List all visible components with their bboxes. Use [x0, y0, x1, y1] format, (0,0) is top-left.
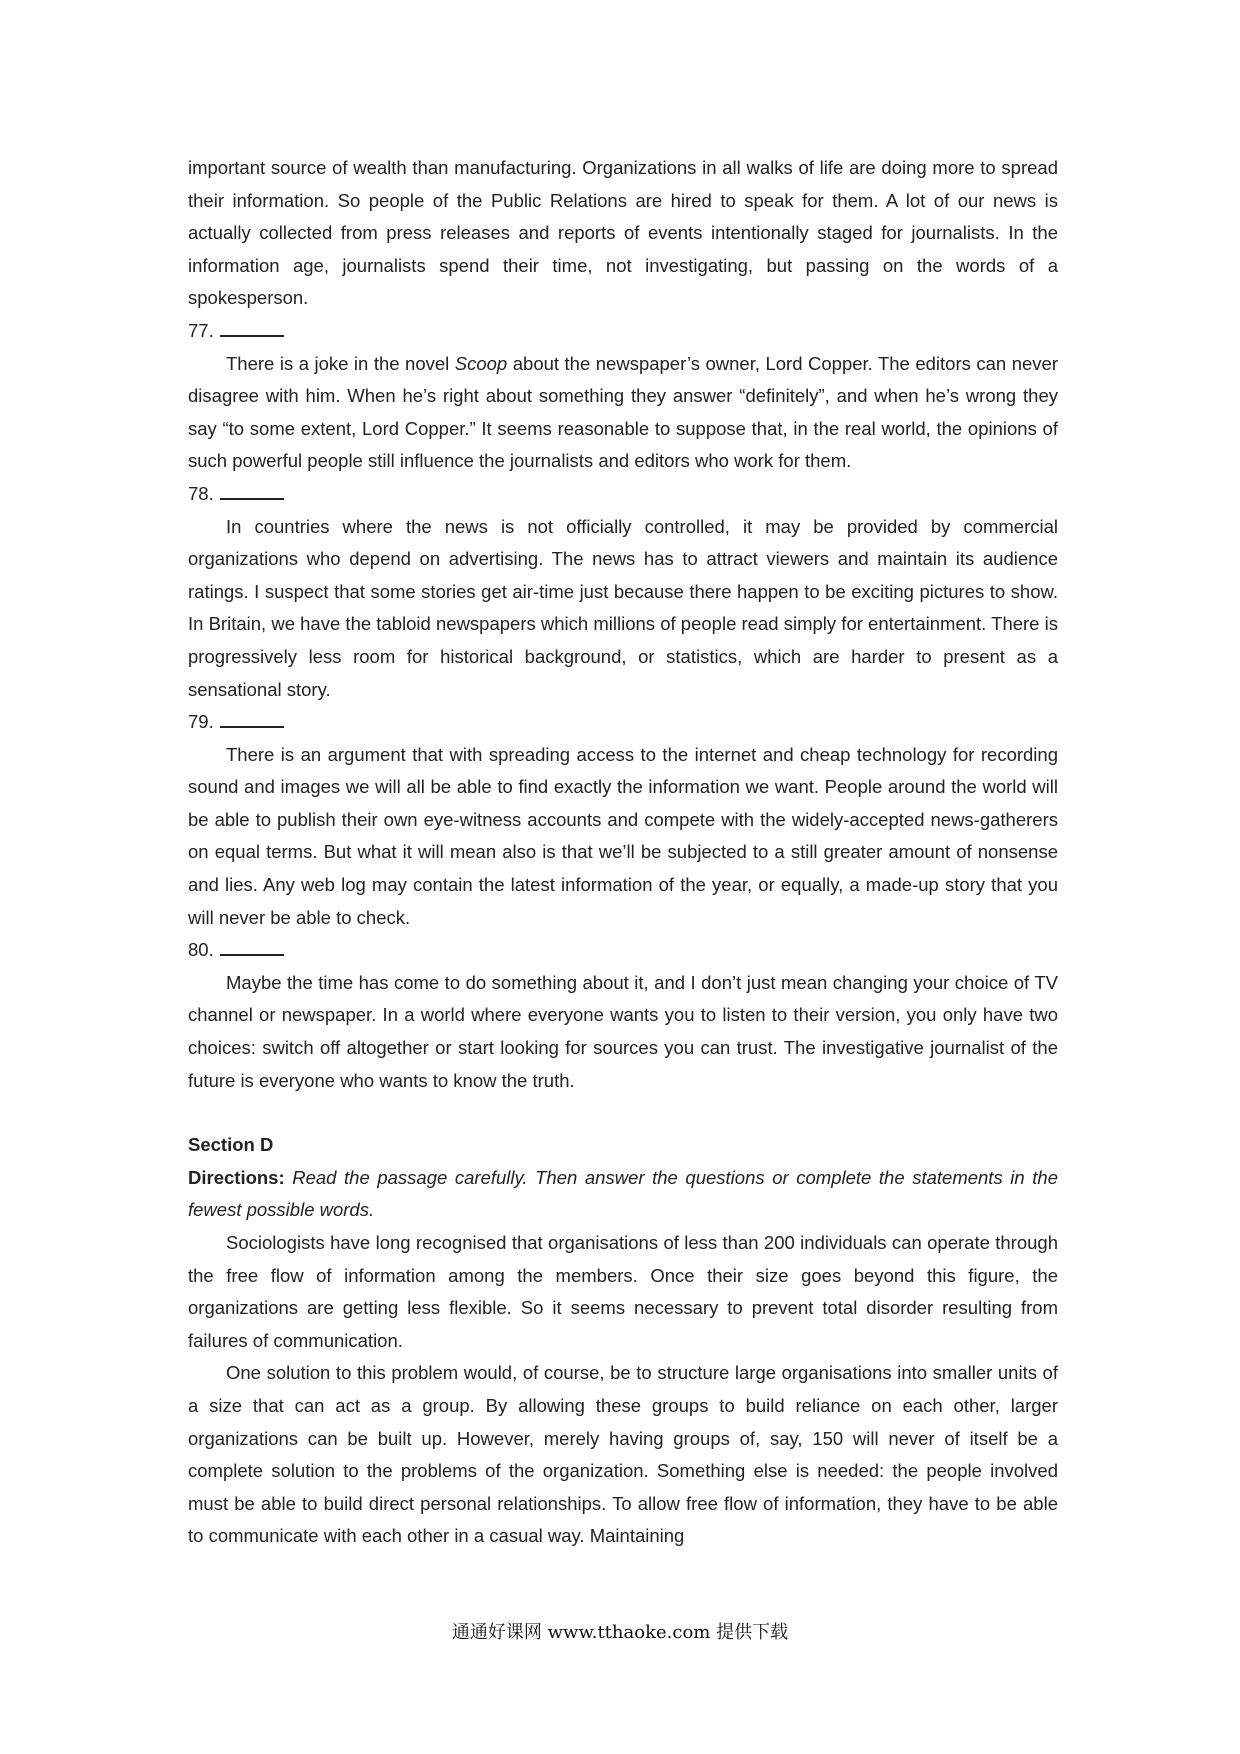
- paragraph-77-text-a: There is a joke in the novel: [226, 352, 455, 374]
- answer-blank: [220, 706, 284, 728]
- question-80: [188, 934, 1058, 967]
- paragraph-78: In countries where the news is not officially controlled, it may be provided by commercial organizations who depend on advertising. The news has to attract viewers and maintain its audience ratings. I suspect that some stories get air-time just because there happen to be exciting pictures to show. In Britain, we have the tabloid newspapers which millions of people read simply for entertainment. There is progressively less room for historical background, or statistics, which are harder to present as a sensational story.: [188, 515, 1058, 700]
- section-spacer: [188, 1097, 1058, 1129]
- question-number: 80.: [188, 939, 214, 961]
- paragraph-d1: Sociologists have long recognised that organisations of less than 200 individuals can operate through the free flow of information among the members. Once their size goes beyond this figure, the organizations are getting less flexible. So it seems necessary to prevent total disorder resulting from failures of communication.: [188, 1232, 1058, 1351]
- document-body: [188, 152, 1058, 1553]
- paragraph-80: Maybe the time has come to do something about it, and I don’t just mean changing your choice of TV channel or newspaper. In a world where everyone wants you to listen to their version, you only have two choices: switch off altogether or start looking for sources you can trust. The investigative journalist of the future is everyone who wants to know the truth.: [188, 971, 1058, 1091]
- question-78: [188, 478, 1058, 511]
- answer-blank: [220, 934, 284, 956]
- question-number: 78.: [188, 482, 214, 504]
- section-title: Section D: [188, 1134, 274, 1156]
- answer-blank: [220, 478, 284, 500]
- paragraph-d2: One solution to this problem would, of course, be to structure large organisations into smaller units of a size that can act as a group. By allowing these groups to build reliance on each other, larger organizations can be built up. However, merely having groups of, say, 150 will never of itself be a complete solution to the problems of the organization. Something else is needed: the people involved must be able to build direct personal relationships. To allow free flow of information, they have to be able to communicate with each other in a casual way. Maintaining: [188, 1362, 1058, 1547]
- paragraph-intro: important source of wealth than manufacturing. Organizations in all walks of life are doing more to spread their information. So people of the Public Relations are hired to speak for them. A lot of our news is actually collected from press releases and reports of events intentionally staged for journalists. In the information age, journalists spend their time, not investigating, but passing on the words of a spokesperson.: [188, 157, 1058, 309]
- page-footer: 通通好课网 www.tthaoke.com 提供下载: [451, 1622, 789, 1643]
- question-number: 79.: [188, 711, 214, 733]
- directions-label: Directions:: [188, 1166, 285, 1188]
- directions-text: Read the passage carefully. Then answer the questions or complete the statements in the fewest possible words.: [188, 1166, 1058, 1221]
- paragraph-77: [188, 348, 1058, 478]
- novel-title: Scoop: [454, 352, 508, 374]
- question-79: [188, 706, 1058, 739]
- question-number: 77.: [188, 319, 214, 341]
- directions: [188, 1162, 1058, 1227]
- answer-blank: [220, 315, 284, 337]
- question-77: [188, 315, 1058, 348]
- paragraph-77-text-b: about the newspaper’s owner, Lord Copper. The editors can never disagree with him. When he’s right about something they answer “definitely”, and when he’s wrong they say “to some extent, Lord Copper.” It seems reasonable to suppose that, in the real world, the opinions of such powerful people still influence the journalists and editors who work for them.: [188, 352, 1058, 472]
- paragraph-79: There is an argument that with spreading access to the internet and cheap technology for recording sound and images we will all be able to find exactly the information we want. People around the world will be able to publish their own eye-witness accounts and compete with the widely-accepted news-gatherers on equal terms. But what it will mean also is that we’ll be subjected to a still greater amount of nonsense and lies. Any web log may contain the latest information of the year, or equally, a made-up story that you will never be able to check.: [188, 743, 1058, 928]
